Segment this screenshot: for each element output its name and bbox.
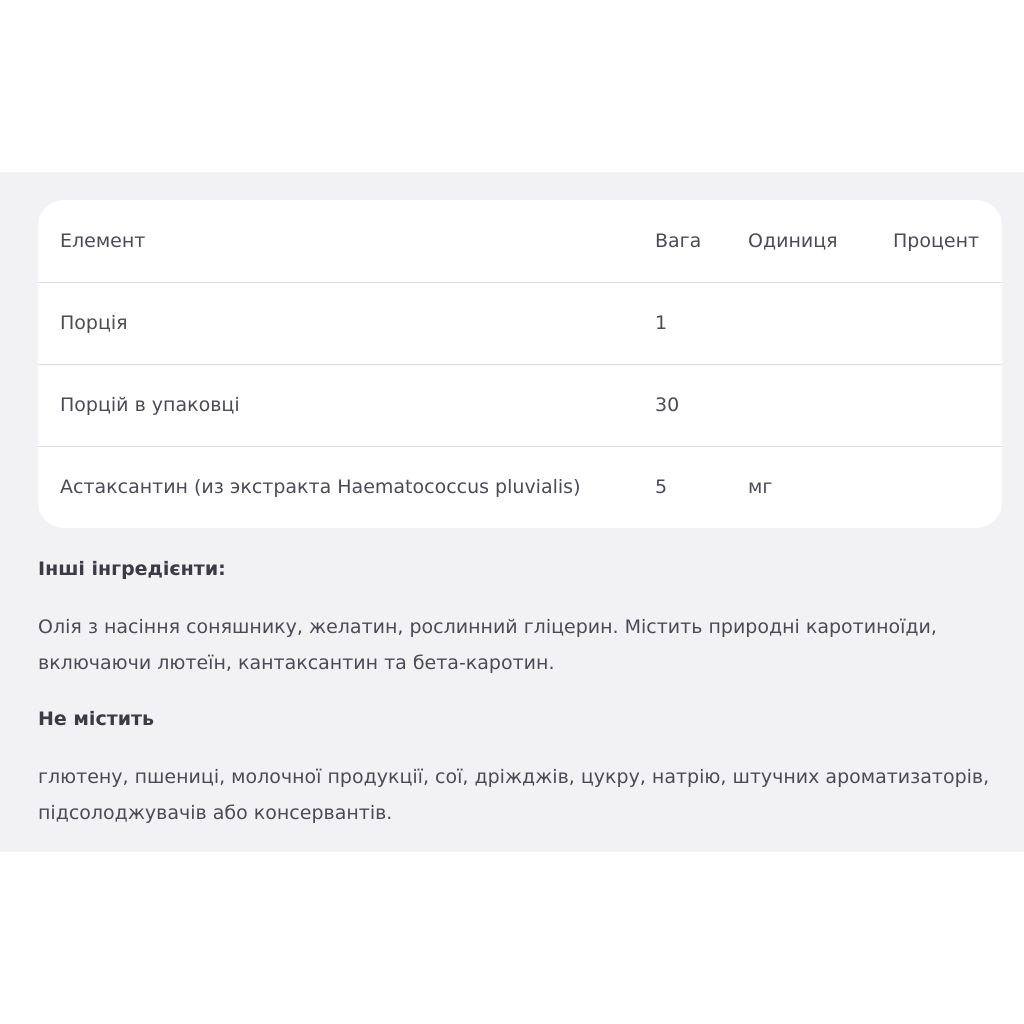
- cell-element: Порцій в упаковці: [60, 394, 240, 416]
- table-row: [38, 282, 1002, 365]
- header-percent: Процент: [893, 230, 980, 252]
- header-weight: Вага: [655, 230, 702, 252]
- header-element: Елемент: [60, 230, 146, 252]
- free-from-text: глютену, пшениці, молочної продукції, сої, дріжджів, цукру, натрію, штучних ароматизаторів, підсолоджувачів або консервантів.: [38, 766, 990, 824]
- free-from-heading: Не містить: [38, 708, 155, 730]
- header-unit: Одиниця: [748, 230, 838, 252]
- cell-element: Астаксантин (из экстракта Haematococcus pluvialis): [60, 476, 581, 498]
- cell-unit: мг: [748, 476, 773, 498]
- cell-weight: 5: [655, 476, 668, 498]
- nutrition-table: [38, 200, 1002, 528]
- cell-element: Порція: [60, 312, 128, 334]
- table-row: [38, 364, 1002, 447]
- cell-weight: 1: [655, 312, 668, 334]
- other-ingredients-heading: Інші інгредієнти:: [38, 558, 226, 580]
- other-ingredients-text: Олія з насіння соняшнику, желатин, рослинний гліцерин. Містить природні каротиноїди, включаючи лютеїн, кантаксантин та бета-каротин.: [38, 616, 937, 674]
- product-info-panel: [0, 172, 1024, 852]
- cell-weight: 30: [655, 394, 680, 416]
- table-header-row: [38, 200, 1002, 283]
- table-row: [38, 446, 1002, 528]
